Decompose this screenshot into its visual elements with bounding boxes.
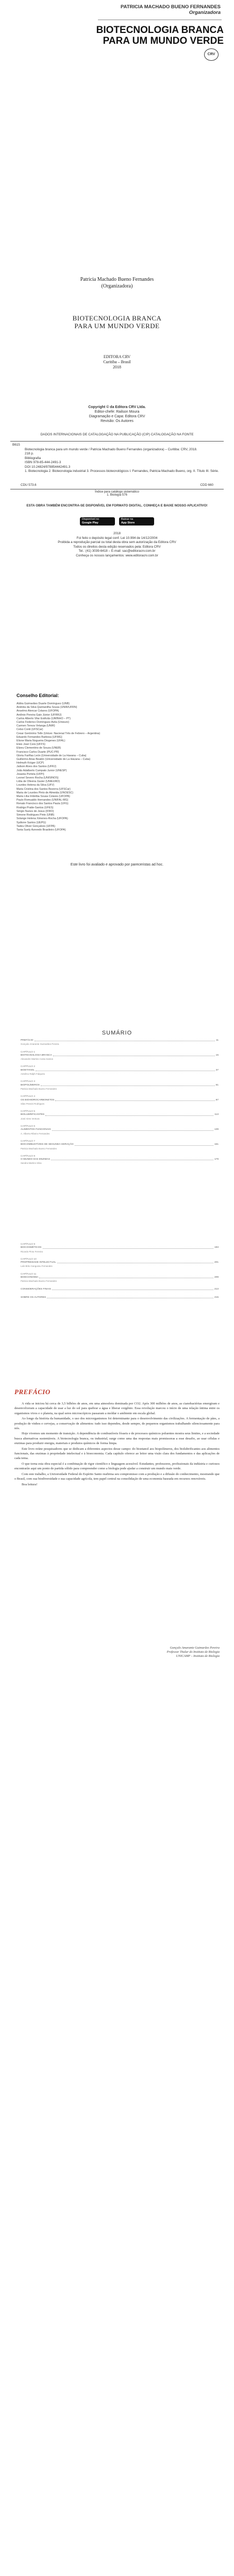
cover-title [96, 25, 224, 46]
editorial-board-member: Sydione Santos (UEPG) [16, 821, 46, 824]
toc-entry-author: Gonçalo Amarante Guimarães Pereira [21, 1043, 59, 1046]
editorial-board-member: Lídia de Oliveira Xavier (UNIEURO) [16, 780, 60, 784]
toc-leader-dots [52, 1288, 213, 1290]
editorial-board-member: Tania Suely Azevedo Brasileiro (UFOPA) [16, 828, 66, 832]
toc-leader-dots [51, 1158, 213, 1160]
toc-entry-title: PREFÁCIO [21, 1039, 34, 1042]
toc-entry[interactable] [21, 1288, 219, 1291]
editorial-board-member: Carmen Tereza Velanga (UNIR) [16, 724, 55, 728]
toc-entry-page: 113 [214, 1113, 219, 1116]
toc-entry-title: BIOCOMBUSTÍVEIS DE SEGUNDA GERAÇÃO [21, 1143, 74, 1146]
table-of-contents-page-2 [0, 1224, 234, 1360]
title-page-title-line1: BIOTECNOLOGIA BRANCA [72, 314, 162, 322]
google-play-label: Google Play [82, 521, 98, 524]
toc-entry-page: 15 [215, 1054, 219, 1057]
toc-leader-dots [36, 1069, 215, 1071]
revision-credit: Revisão: Os Autores [101, 419, 133, 423]
preface-paragraph: A vida se iniciou há cerca de 3,5 bilhões de anos, em uma atmosfera dominada por CO2. Após 300 milhões de anos, as cianobactérias emergiram e desenvolveram a capacidade de usar a luz do sol para quebrar a água e liberar oxigênio. Essa revolução marcou o início de uma relação íntima entre os organismos vivos e o planeta, na qual seres microscópicos passaram a moldar o ambiente em escala global. [14, 1402, 220, 1415]
cip-line: Bibliografia [25, 456, 41, 460]
toc-spacer [21, 1150, 219, 1155]
toc-chapter-label: CAPÍTULO 7 [21, 1140, 35, 1143]
toc-spacer [21, 1268, 219, 1273]
publisher-name: EDITORA CRV [103, 354, 131, 359]
toc-entry[interactable] [21, 1246, 219, 1249]
toc-entry-title: ALIMENTOS FUNCIONAIS [21, 1128, 51, 1131]
toc-leader-dots [45, 1113, 213, 1115]
editorial-board-member: Gloria Fariñas León (Universidade de La Havana – Cuba) [16, 754, 87, 757]
cover-author: PATRICIA MACHADO BUENO FERNANDES [120, 4, 221, 10]
toc-leader-dots [47, 1296, 213, 1298]
toc-chapter-label: CAPÍTULO 2 [21, 1065, 35, 1069]
cip-code: B615 [12, 443, 20, 447]
toc-leader-dots [41, 1084, 215, 1086]
editorial-board-member: Carlos Federico Domínguez Avila (Unieuro) [16, 721, 70, 724]
preface-page [0, 1360, 234, 1700]
toc-entry-page: 11 [216, 1039, 219, 1042]
editorial-board-member: Elione Maria Nogueira Diogenes (UFAL) [16, 739, 65, 743]
toc-entry-page: 87 [215, 1098, 219, 1101]
toc-entry-page: 161 [214, 1143, 219, 1146]
editorial-board-member: Renato Francisco dos Santos Paula (UFG) [16, 802, 69, 806]
layout-credit: Diagramação e Capa: Editora CRV [89, 415, 145, 418]
toc-entry-page: 215 [214, 1296, 219, 1299]
title-page-title-line2: PARA UM MUNDO VERDE [74, 322, 160, 330]
toc-entry[interactable] [21, 1099, 219, 1102]
cover-title-line1: BIOTECNOLOGIA BRANCA [96, 25, 224, 36]
toc-spacer [21, 1136, 219, 1140]
editorial-board-member: Eduardo Fernandes Barbosa (UFMG) [16, 735, 62, 739]
footer-year: 2018 [113, 532, 121, 535]
editorial-board-member: Cesar Gerónimo Tello (Univer. Nacional Três de Febrero – Argentina) [16, 732, 101, 735]
toc-spacer [21, 1091, 219, 1095]
toc-entry-title: BIOPOLÍMEROS [21, 1083, 40, 1087]
publisher-city: Curitiba – Brasil [103, 360, 131, 364]
toc-entry-title: PROPRIEDADE INTELECTUAL [21, 1261, 56, 1264]
toc-leader-dots [43, 1246, 213, 1248]
toc-spacer [21, 1165, 219, 1170]
toc-entry-author: José Aires Ventura [21, 1117, 40, 1120]
toc-entry-title: BIOLUBRIFICANTES [21, 1113, 45, 1116]
editorial-board-member: Lourdes Helena da Silva (UFV) [16, 784, 55, 787]
toc-list-2 [21, 1243, 219, 1304]
toc-chapter-label: CAPÍTULO 5 [21, 1110, 35, 1113]
preface-paragraph: Boa leitura! [22, 1482, 38, 1486]
editorial-board-member: Sérgio Nunes de Jesus (IFRO) [16, 809, 54, 813]
title-page-organizer-label: (Organizadora) [101, 283, 133, 289]
google-play-small: Disponível no [82, 518, 99, 521]
toc-entry-author: Patricia Machado Bueno Fernandes [21, 1280, 57, 1283]
editorial-board-member: Andréia da Silva Quintanilha Sousa (UNIR/UFRN) [16, 706, 77, 709]
preface-paragraph: Hoje vivemos um momento de transição. A dependência de combustíveis fósseis e de processos químicos poluentes mostra seus limites, e a sociedade busca alternativas sustentáveis. A biotecnologia branca, ou industrial, surge como uma das respostas mais promissoras a esse desafio, ao usar células e enzimas para produzir energia, materiais e produtos químicos de forma limpa. [14, 1432, 220, 1446]
cip-cdu: CDU 573.6 [21, 483, 37, 487]
editorial-board-member: Guillermo Arias Beatón (Universidade de La Havana – Cuba) [16, 758, 91, 761]
editorial-board-member: Helmuth Krüger (UCP) [16, 761, 44, 765]
cip-line: Biotecnologia branca para um mundo verde / Patricia Machado Bueno Fernandes (organizadora) – Curitiba: CRV, 2018. [25, 447, 197, 451]
crv-logo-icon: CRV [204, 48, 219, 61]
editorial-board-member: Jailson Alves dos Santos (UFRJ) [16, 765, 57, 769]
app-store-label: App Store [121, 521, 135, 524]
rights-notice: Proibida a reprodução parcial ou total desta obra sem autorização da Editora CRV [58, 540, 176, 544]
cover-header [7, 4, 226, 15]
google-play-badge[interactable] [80, 517, 115, 526]
toc-entry-author: Patricia Machado Bueno Fernandes [21, 1087, 57, 1090]
cip-line: ISBN 978-85-444-2491-3 [25, 461, 61, 464]
cip-line: DOI 10.24824/978854442491.3 [25, 465, 71, 469]
toc-chapter-label: CAPÍTULO 6 [21, 1125, 35, 1128]
editorial-board-member: Josania Portela (UFPI) [16, 772, 44, 776]
cip-index [0, 490, 234, 497]
toc-entry-author: Sandra Martins Silva [21, 1162, 42, 1165]
toc-chapter-label: CAPÍTULO 9 [21, 1243, 35, 1246]
editorial-board-member: Solange Helena Ximenes-Rocha (UFOPA) [16, 817, 68, 821]
toc-spacer [21, 1046, 219, 1051]
editorial-board-member: Simone Rodrigues Pinto (UNB) [16, 814, 55, 817]
editorial-board-member: Élsio José Corá (UFFS) [16, 743, 45, 747]
toc-title: SUMÁRIO [102, 1030, 132, 1036]
toc-spacer [21, 1121, 219, 1125]
editorial-board-member: Anselmo Alencar Colares (UFOPA) [16, 709, 59, 713]
preface-text [14, 1401, 220, 1487]
toc-entry-author: Ricardo Pinto Ferreira [21, 1250, 43, 1253]
preface-author-institution: UNICAMP – Instituto de Biologia [176, 1654, 220, 1658]
toc-spacer [21, 1061, 219, 1065]
toc-chapter-label: CAPÍTULO 8 [21, 1155, 35, 1158]
toc-chapter-label: CAPÍTULO 10 [21, 1258, 37, 1261]
toc-entry-title: BIOTECNOLOGIA BRANCA [21, 1054, 52, 1057]
editorial-board-title: Conselho Editorial: [16, 693, 59, 698]
toc-leader-dots [75, 1143, 213, 1145]
toc-entry[interactable] [21, 1158, 219, 1161]
toc-entry[interactable] [21, 1128, 219, 1131]
toc-spacer [21, 1283, 219, 1288]
toc-entry-title: O MUNDO DAS ENZIMAS [21, 1158, 51, 1161]
app-store-badges [0, 517, 234, 526]
editorial-board-member: Maria Lília Imbiriba Sousa Colares (UFOPA) [16, 795, 70, 799]
toc-entry-title: OS BIOHIDROCARBONETOS [21, 1098, 55, 1101]
cover-title-line2: PARA UM MUNDO VERDE [103, 36, 224, 46]
preface-author: Gonçalo Amarante Guimarães Pereira [170, 1646, 220, 1650]
toc-entry[interactable] [21, 1143, 219, 1146]
cover-page [0, 0, 234, 268]
toc-entry-page: 139 [214, 1128, 219, 1131]
toc-entry-title: CONSIDERAÇÕES FINAIS [21, 1287, 51, 1291]
cip-index-title: Índice para catálogo sistemático [95, 490, 139, 494]
cover-organizer-label: Organizadora [189, 10, 221, 15]
toc-entry-title: BIOCOSMÉTICOS [21, 1246, 42, 1249]
editorial-board-member: Antônio Pereira Gaio Júnior (UFRRJ) [16, 713, 62, 717]
toc-leader-dots [39, 1276, 213, 1278]
title-page-author [0, 276, 234, 290]
cip-line: 218 p. [25, 452, 34, 455]
cip-record [10, 441, 224, 489]
peer-review-note: Este livro foi avaliado e aprovado por pareceristas ad hoc. [70, 863, 164, 867]
toc-entry-author: Alexandre Martins Costa Santos [21, 1058, 53, 1061]
copyright-line: Copyright © da Editora CRV Ltda. [88, 405, 146, 409]
toc-entry-page: 193 [214, 1246, 219, 1249]
toc-entry-title: BIOECONOMIA [21, 1276, 39, 1279]
cip-line: 1. Biotecnologia 2. Biotecnologia industrial 3. Processos biotecnológicos I. Fernandes, Patricia Machado Bueno, org. II. Título III. Série. [25, 469, 219, 473]
editor-chief: Editor-chefe: Railson Moura [94, 410, 140, 414]
ebook-availability-note: ESTA OBRA TAMBÉM ENCONTRA-SE DISPONÍVEL EM FORMATO DIGITAL. CONHEÇA E BAIXE NOSSO APLICATIVO! [26, 504, 208, 507]
preface-paragraph: Este livro reúne pesquisadores que se dedicam a diferentes aspectos desse campo: do bioetanol aos biopolímeros, dos biolubrificantes aos alimentos funcionais, das enzimas à propriedade intelectual e à bioeconomia. Cada capítulo oferece ao leitor uma visão clara dos fundamentos e das aplicações de cada tema. [14, 1447, 220, 1461]
editorial-board-member: Maria de Lourdes Pinto de Almeida (UNOESC) [16, 791, 74, 794]
editorial-board-page [0, 677, 234, 1007]
toc-entry-page: 209 [214, 1276, 219, 1279]
publisher-site: Conheça os nossos lançamentos: www.editoracrv.com.br [76, 553, 158, 557]
toc-entry-page: 37 [215, 1069, 219, 1072]
toc-leader-dots [55, 1099, 214, 1101]
toc-entry-author: Laís Brito Cangussu Fernandes [21, 1265, 53, 1268]
toc-entry[interactable] [21, 1069, 219, 1072]
editorial-board-member: João Adalberto Campato Junior (UNESP) [16, 769, 67, 772]
title-page-author-name: Patricia Machado Bueno Fernandes [80, 277, 154, 282]
toc-leader-dots [57, 1261, 213, 1263]
toc-entry-author: Antelmo Ralph Falqueto [21, 1073, 45, 1076]
publication-year: 2018 [113, 365, 121, 369]
editorial-board-member: Tadeu Oliver Gonçalves (UFPA) [16, 824, 55, 828]
toc-leader-dots [52, 1128, 213, 1130]
toc-leader-dots [53, 1054, 215, 1056]
publisher-contact: Tel.: (41) 3039-6418 – E-mail: sac@editoracrv.com.br [78, 549, 156, 553]
editorial-board-member: Rodrigo Pratte-Santos (UFES) [16, 806, 54, 809]
preface-paragraph: Ao longo da história da humanidade, o uso dos microrganismos foi determinante para o desenvolvimento das civilizações. A fermentação de pães, a produção de vinhos e cervejas, a conservação de alimentos: tudo isso dependeu, desde sempre, de pequenos organismos trabalhando silenciosamente para nós. [14, 1417, 220, 1431]
editorial-board-member: Francisco Carlos Duarte (PUC-PR) [16, 750, 59, 754]
toc-spacer [21, 1292, 219, 1296]
toc-entry-title: BIOETANOL [21, 1069, 35, 1072]
toc-spacer [21, 1253, 219, 1258]
cip-heading: DADOS INTERNACIONAIS DE CATALOGAÇÃO NA PUBLICAÇÃO (CIP) CATALOGAÇÃO NA FONTE [40, 433, 194, 436]
toc-spacer [21, 1106, 219, 1110]
toc-list [21, 1039, 219, 1170]
toc-entry[interactable] [21, 1039, 219, 1042]
cip-index-entry: 1. Biologia 576 [107, 494, 127, 497]
toc-entry-page: 213 [214, 1287, 219, 1291]
editorial-board-member: Aldira Guimarães Duarte Domínguez (UNB) [16, 702, 70, 705]
toc-spacer [21, 1076, 219, 1080]
preface-paragraph: Com este trabalho, a Universidade Federal do Espírito Santo reafirma seu compromisso com a produção e a difusão do conhecimento, mostrando que o Brasil, com sua biodiversidade e sua capacidade agrícola, tem papel central na consolidação de uma economia baseada em recursos renováveis. [14, 1472, 220, 1481]
copyright-credits [0, 405, 234, 423]
toc-entry-author: Patricia Machado Bueno Fernandes [21, 1147, 57, 1150]
preface-paragraph: O que torna esta obra especial é a combinação de rigor científico e linguagem acessível. Estudantes, professores, profissionais da indústria e curiosos encontrarão aqui um ponto de partida sólido para compreender como a biologia pode ajudar a construir um mundo mais verde. [14, 1462, 220, 1471]
toc-entry-page: 179 [214, 1158, 219, 1161]
toc-chapter-label: CAPÍTULO 4 [21, 1095, 35, 1098]
toc-chapter-label: CAPÍTULO 1 [21, 1050, 35, 1054]
toc-entry[interactable] [21, 1261, 219, 1264]
title-page-title [0, 314, 234, 330]
toc-entry[interactable] [21, 1276, 219, 1279]
toc-entry-title: SOBRE OS AUTORES [21, 1296, 46, 1299]
toc-spacer [21, 1300, 219, 1304]
toc-entry-author: Silas Pessini Rodrigues [21, 1102, 45, 1105]
title-page-publisher [0, 354, 234, 370]
toc-entry[interactable] [21, 1054, 219, 1057]
toc-chapter-label: CAPÍTULO 3 [21, 1080, 35, 1083]
toc-entry-page: 61 [215, 1083, 219, 1087]
preface-title: PREFÁCIO [14, 1388, 51, 1396]
toc-leader-dots [35, 1039, 215, 1041]
copyright-page [0, 392, 234, 677]
preface-author-role: Professor Titular do Instituto de Biologia [166, 1650, 220, 1654]
editorial-board-list [16, 702, 218, 832]
cip-classification [21, 483, 213, 487]
editorial-board-member: Elizeu Clementino de Souza (UNEB) [16, 747, 61, 750]
editorial-board-member: Paulo Romualdo Hernandes (UNIFAL-MG) [16, 799, 69, 802]
toc-entry[interactable] [21, 1296, 219, 1299]
preface-signature [14, 1646, 220, 1658]
table-of-contents-page [0, 1007, 234, 1224]
cip-lines [10, 448, 224, 474]
toc-entry[interactable] [21, 1113, 219, 1116]
cip-cdd: CDD 660 [200, 483, 213, 487]
editorial-board-member: Leonel Severo Rocha (UNISINOS) [16, 776, 59, 780]
editorial-board-member: Carlos Alberto Vilar Estêvão (UMINHO – PT) [16, 717, 71, 720]
app-store-small: Baixar na [121, 518, 133, 521]
toc-entry-author: A. Alberto Ribeiro Fernandes [21, 1132, 50, 1135]
toc-entry-page: 201 [214, 1261, 219, 1264]
toc-entry[interactable] [21, 1084, 219, 1087]
toc-chapter-label: CAPÍTULO 11 [21, 1273, 37, 1276]
legal-deposit: Foi feito o depósito legal conf. Lei 10.994 de 14/12/2004 [76, 536, 158, 540]
rights-reserved: Todos os direitos desta edição reservados pela: Editora CRV [73, 545, 161, 549]
copyright-footer [0, 532, 234, 558]
app-store-badge[interactable] [119, 517, 154, 526]
title-page [0, 268, 234, 392]
editorial-board-member: Maria Cristina dos Santos Bezerra (UFSCar) [16, 787, 71, 791]
editorial-board-member: Celso Conti (UFSCar) [16, 728, 43, 732]
